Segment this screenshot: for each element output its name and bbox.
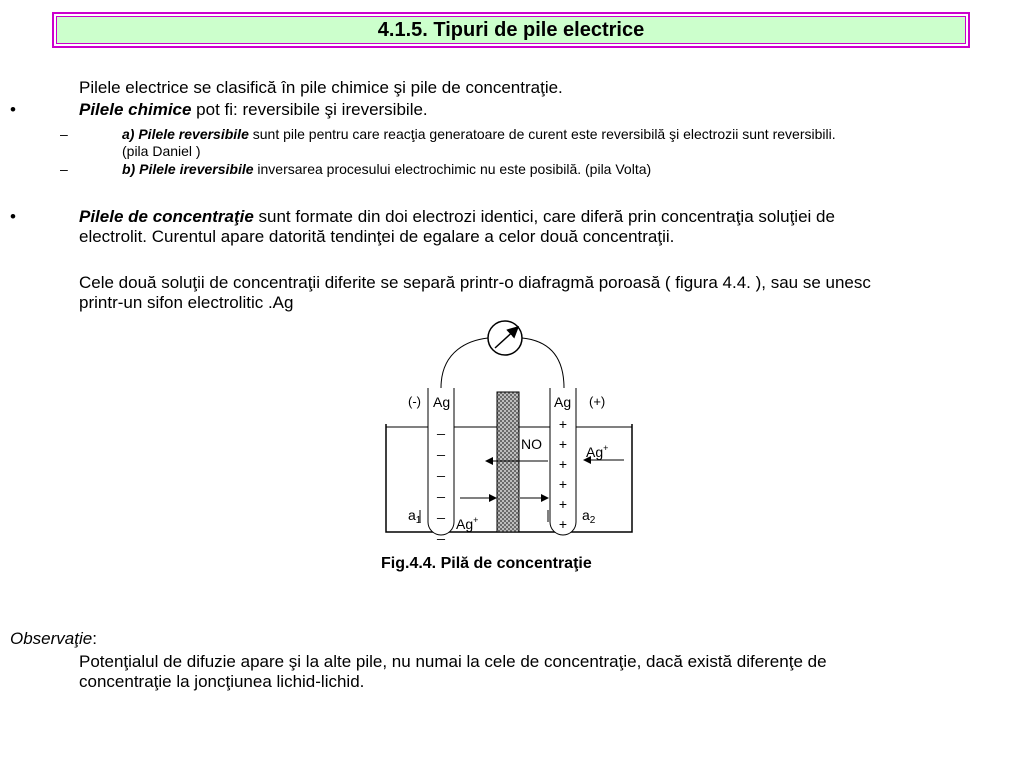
plus-sign: + <box>558 496 568 512</box>
reversible-rest: sunt pile pentru care reacţia generatoare de curent este reversibilă şi electrozii sunt reversibili. <box>248 126 836 142</box>
minus-sign: _ <box>437 503 445 519</box>
concentration-line2: electrolit. Curentul apare datorită tendinţei de egalare a celor două concentraţii. <box>79 227 675 246</box>
minus-sign: _ <box>437 524 445 540</box>
silver-ion-left-label <box>456 515 478 532</box>
activity-a1-sub: 1 <box>415 515 422 526</box>
negative-sign-label: (-) <box>408 394 421 409</box>
concentration-cell-diagram <box>370 310 650 550</box>
activity-a1-base: a <box>408 507 416 523</box>
observation-colon: : <box>92 629 97 648</box>
reversible-line2: (pila Daniel ) <box>122 143 201 159</box>
dash-irreversible: – <box>60 161 68 177</box>
observation-label: Observaţie <box>10 629 93 648</box>
porous-diaphragm <box>497 392 519 532</box>
slide-title: 4.1.5. Tipuri de pile electrice <box>56 16 966 44</box>
minus-sign: _ <box>437 419 445 435</box>
observation-line2: concentraţie la joncţiunea lichid-lichid. <box>79 672 365 691</box>
reversible-term: a) Pilele reversibile <box>122 126 249 142</box>
plus-sign: + <box>558 456 568 472</box>
activity-a2-sub: 2 <box>589 515 596 526</box>
plus-sign: + <box>558 516 568 532</box>
observation-text <box>79 652 827 692</box>
chemical-cells-term: Pilele chimice <box>79 100 192 119</box>
concentration-paragraph <box>79 207 835 247</box>
right-electrode-label: Ag <box>554 394 572 410</box>
reversible-line <box>122 126 836 160</box>
silver-ion-right-charge: + <box>603 443 609 453</box>
positive-sign-label: (+) <box>589 394 606 409</box>
observation-heading <box>10 629 97 649</box>
minus-sign: _ <box>437 482 445 498</box>
bullet-concentration: • <box>10 207 16 226</box>
chemical-cells-rest: pot fi: reversibile şi ireversibile. <box>191 100 428 119</box>
figure-caption: Fig.4.4. Pilă de concentraţie <box>381 555 592 572</box>
chemical-cells-line <box>79 100 428 120</box>
concentration-rest: sunt formate din doi electrozi identici, care diferă prin concentraţia soluţiei de <box>253 207 835 226</box>
irreversible-rest: inversarea procesului electrochimic nu este posibilă. (pila Volta) <box>253 161 652 177</box>
separation-line1: Cele două soluţii de concentraţii diferite se separă printr-o diafragmă poroasă ( figura 4.4. ), sau se unesc <box>79 273 871 292</box>
irreversible-term: b) Pilele ireversibile <box>122 161 254 177</box>
activity-a2-label <box>582 507 596 526</box>
irreversible-line <box>122 161 651 178</box>
title-box <box>52 12 970 48</box>
silver-ion-left-base: Ag <box>456 516 474 532</box>
observation-line1: Potenţialul de difuzie apare şi la alte pile, nu numai la cele de concentraţie, dacă există diferenţe de <box>79 652 827 671</box>
activity-a2-base: a <box>582 507 590 523</box>
left-electrode-label: Ag <box>433 394 451 410</box>
dash-reversible: – <box>60 126 68 142</box>
silver-ion-right-base: Ag <box>586 444 604 460</box>
concentration-term: Pilele de concentraţie <box>79 207 254 226</box>
separation-paragraph <box>79 273 871 313</box>
intro-text: Pilele electrice se clasifică în pile chimice şi pile de concentraţie. <box>79 78 563 97</box>
silver-ion-left-charge: + <box>473 515 479 525</box>
plus-sign: + <box>558 416 568 432</box>
minus-sign: _ <box>437 461 445 477</box>
separation-line2: printr-un sifon electrolitic .Ag <box>79 293 294 312</box>
silver-ion-right-label <box>586 443 608 460</box>
nitrate-label: NO <box>521 436 542 452</box>
activity-a1-label <box>408 507 422 526</box>
plus-sign: + <box>558 476 568 492</box>
minus-sign: _ <box>437 440 445 456</box>
bullet-chemical: • <box>10 100 16 119</box>
plus-sign: + <box>558 436 568 452</box>
